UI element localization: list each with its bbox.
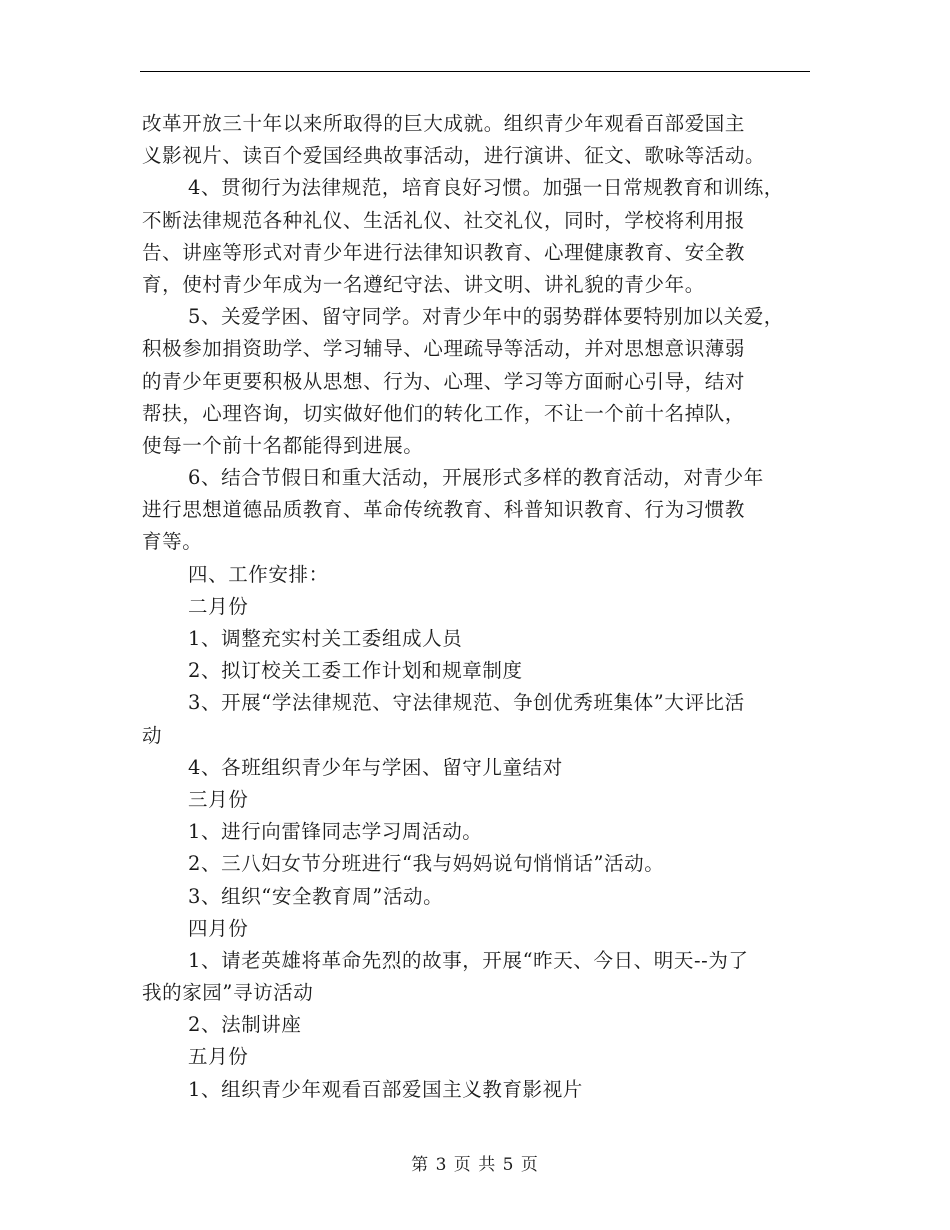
- text-line: 1、调整充实村关工委组成人员: [188, 627, 463, 650]
- text-line: 3、开展“学法律规范、守法律规范、争创优秀班集体”大评比活: [188, 691, 745, 715]
- text-line: 育，使村青少年成为一名遵纪守法、讲文明、讲礼貌的青少年。: [142, 272, 705, 296]
- month-heading: 四月份: [188, 916, 249, 940]
- month-heading: 五月份: [188, 1045, 249, 1069]
- text-line: 2、法制讲座: [188, 1013, 302, 1037]
- text-line: 改革开放三十年以来所取得的巨大成就。组织青少年观看百部爱国主: [142, 112, 746, 135]
- text-line: 积极参加捐资助学、学习辅导、心理疏导等活动，并对思想意识薄弱: [142, 337, 746, 361]
- page-number-footer: 第 3 页 共 5 页: [411, 1155, 539, 1175]
- text-line: 4、各班组织青少年与学困、留守儿童结对: [188, 755, 563, 779]
- text-line: 帮扶，心理咨询，切实做好他们的转化工作，不让一个前十名掉队，: [142, 401, 746, 425]
- text-line: 的青少年更要积极从思想、行为、心理、学习等方面耐心引导，结对: [142, 369, 746, 393]
- text-line: 我的家园”寻访活动: [142, 981, 314, 1005]
- text-line: 不断法律规范各种礼仪、生活礼仪、社交礼仪，同时，学校将利用报: [142, 208, 746, 232]
- text-line: 1、请老英雄将革命先烈的故事，开展“昨天、今日、明天--为了: [188, 948, 749, 972]
- text-line: 动: [142, 723, 163, 747]
- text-line: 育等。: [142, 530, 203, 554]
- text-line: 1、组织青少年观看百部爱国主义教育影视片: [188, 1077, 583, 1101]
- text-line: 4、贯彻行为法律规范，培育良好习惯。加强一日常规教育和训练，: [188, 176, 784, 200]
- text-line: 进行思想道德品质教育、革命传统教育、科普知识教育、行为习惯教: [142, 498, 746, 522]
- header-rule: [140, 71, 810, 72]
- document-body: [142, 108, 812, 1106]
- text-line: 5、关爱学困、留守同学。对青少年中的弱势群体要特别加以关爱，: [188, 305, 784, 329]
- section-heading: 四、工作安排：: [188, 562, 329, 586]
- text-line: 2、三八妇女节分班进行“我与妈妈说句悄悄话”活动。: [188, 852, 665, 876]
- text-line: 1、进行向雷锋同志学习周活动。: [188, 820, 483, 844]
- month-heading: 二月份: [188, 594, 249, 618]
- text-line: 3、组织“安全教育周”活动。: [188, 884, 444, 908]
- text-line: 义影视片、读百个爱国经典故事活动，进行演讲、征文、歌咏等活动。: [142, 144, 766, 168]
- text-line: 2、拟订校关工委工作计划和规章制度: [188, 659, 523, 683]
- text-line: 使每一个前十名都能得到进展。: [142, 433, 424, 457]
- text-line: 6、结合节假日和重大活动，开展形式多样的教育活动，对青少年: [188, 466, 764, 490]
- text-line: 告、讲座等形式对青少年进行法律知识教育、心理健康教育、安全教: [142, 240, 746, 264]
- month-heading: 三月份: [188, 787, 249, 811]
